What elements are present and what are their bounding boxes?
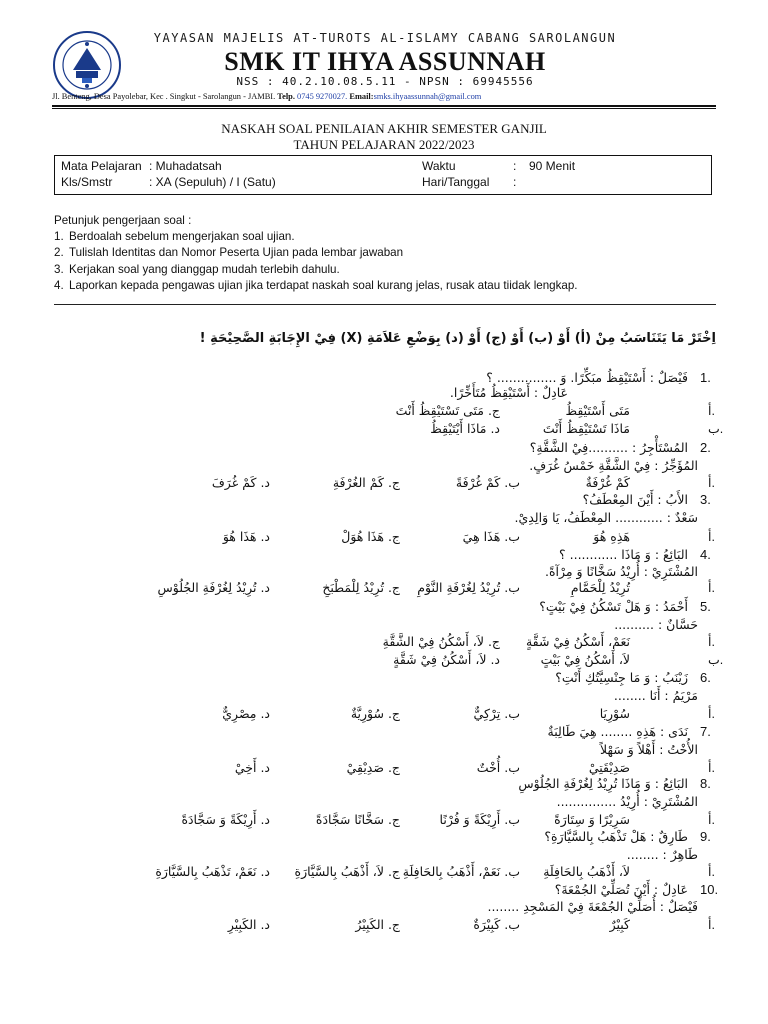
answer-option: د. مَاذَا أَيْتَيْقِظُ bbox=[430, 421, 500, 436]
school-logo bbox=[52, 30, 122, 100]
telp: 0745 9270027. bbox=[297, 92, 348, 101]
answer-option: ب. أُخْتٌ bbox=[476, 760, 520, 775]
question-text: زَيْنَبُ : وَ مَا جِنْسِيَّتُكِ أَنْتِ؟ bbox=[555, 670, 688, 685]
time-sep: : bbox=[513, 159, 517, 173]
answer-option: مَاذَا تَسْتَيْقِظُ أَنْتَ bbox=[542, 421, 630, 436]
question-text: البَائِعُ : وَ مَاذَا تُرِيْدُ لِغُرْفَةِ الجُلُوْسِ bbox=[518, 776, 688, 791]
email-link[interactable]: smks.ihyaassunnah@gmail.com bbox=[373, 92, 482, 101]
answer-option: تُرِيْدُ لِلْحَمَّامِ bbox=[570, 580, 630, 595]
instructions bbox=[54, 213, 724, 294]
subject-label: Mata Pelajaran bbox=[61, 159, 142, 173]
question-number: 7. bbox=[700, 724, 711, 739]
nss-npsn: NSS : 40.2.10.08.5.11 - NPSN : 69945556 bbox=[236, 75, 534, 88]
option-letter: ب. bbox=[708, 653, 724, 667]
answer-option: ج. سَخَّانًا سَجَّادَةً bbox=[315, 812, 400, 827]
arabic-instruction: اِخْتَرْ مَا يَتَنَاسَبُ مِنْ (أ) أَوْ (ب) أَوْ (ج) أَوْ (د) بِوَضْعِ عَلاَمَةِ (X) فِيْ الإِجَابَةِ الصَّحِيْحَةِ ! bbox=[199, 331, 716, 346]
answer-option: ج. صَدِيْقِيْ bbox=[346, 760, 400, 775]
answer-option: د. لاَ، أَسْكُنُ فِيْ شَقَّةٍ bbox=[393, 652, 500, 667]
question-number: 10. bbox=[700, 882, 719, 897]
answer-option: ب. تُرِيْدُ لِغُرْفَةِ النَّوْمِ bbox=[417, 580, 520, 595]
question-line: مَرْيَمُ : أَنَا ........ bbox=[613, 688, 698, 703]
question-line: المُؤَجِّرُ : فِيْ الشَّقَّةِ خَمْسُ غُرَفٍ. bbox=[529, 458, 698, 473]
question-line: المُشْتَرِيْ : أُرِيْدُ سَخَّانًا وَ مِرْآةً. bbox=[544, 564, 698, 579]
answer-option: د. تُرِيْدُ لِغُرْفَةِ الجُلُوْسِ bbox=[157, 580, 270, 595]
option-letter: أ. bbox=[708, 761, 715, 775]
answer-option: ب. كَمْ غُرْفَةً bbox=[455, 475, 520, 490]
telp-label: Telp. bbox=[277, 92, 295, 101]
question-text: نَدَى : هَذِهِ ........ هِيَ طَالِبَةٌ bbox=[547, 724, 688, 739]
answer-option: ج. مَتَى تَسْتَيْقِظُ أَنْتَ bbox=[395, 403, 500, 418]
class-label: Kls/Smstr bbox=[61, 175, 113, 189]
answer-option: ب. تِرْكِيٌّ bbox=[473, 706, 520, 721]
option-letter: أ. bbox=[708, 404, 715, 418]
option-letter: أ. bbox=[708, 707, 715, 721]
answer-option: ج. هَذَا هُوَلْ bbox=[341, 529, 400, 544]
question-number: 5. bbox=[700, 599, 711, 614]
school-name: SMK IT IHYA ASSUNNAH bbox=[224, 47, 546, 76]
letterhead-rule-thin bbox=[52, 108, 716, 109]
question-line: فَيْصَلٌ : أُصَلِّيْ الجُمْعَةَ فِيْ المَسْجِدِ ........ bbox=[487, 899, 698, 914]
answer-option: سَرِيْرًا وَ سِتَارَةً bbox=[554, 812, 630, 827]
question-text: عَادِلٌ : أَيْنَ تُصَلِّيْ الجُمْعَةَ؟ bbox=[554, 882, 688, 897]
option-letter: أ. bbox=[708, 918, 715, 932]
question-number: 8. bbox=[700, 776, 711, 791]
day-sep: : bbox=[513, 175, 517, 189]
option-letter: أ. bbox=[708, 530, 715, 544]
question-text: الأَبُ : أَيْنَ المِعْطَفُ؟ bbox=[582, 492, 688, 507]
title-line-1: NASKAH SOAL PENILAIAN AKHIR SEMESTER GANJIL bbox=[221, 121, 547, 136]
instructions-heading: Petunjuk pengerjaan soal : bbox=[54, 214, 192, 227]
answer-option: ج. لاَ، أَذْهَبُ بِالسَّيَّارَةِ bbox=[294, 864, 400, 879]
address: Jl. Benteng, Desa Payolebar, Kec . Singkut - Sarolangun - JAMBI. bbox=[52, 92, 276, 101]
question-number: 2. bbox=[700, 440, 711, 455]
question-number: 6. bbox=[700, 670, 711, 685]
letterhead-rule bbox=[52, 105, 716, 107]
question-number: 4. bbox=[700, 547, 711, 562]
question-text: البَائِعُ : وَ مَاذَا ............ ؟ bbox=[559, 547, 688, 562]
answer-option: د. هَذَا هُوَ bbox=[222, 529, 270, 544]
answer-option: لاَ، أَسْكُنُ فِيْ بَيْتٍ bbox=[540, 652, 630, 667]
email-label: Email: bbox=[349, 92, 374, 101]
answer-option: د. كَمْ غُرَفَ bbox=[211, 475, 270, 490]
answer-option: ج. الكَبِيْرُ bbox=[355, 917, 400, 932]
foundation-name: YAYASAN MAJELIS AT-TUROTS AL-ISLAMY CABANG SAROLANGUN bbox=[153, 31, 617, 45]
time-label: Waktu bbox=[422, 159, 456, 173]
answer-option: ب. هَذَا هِيَ bbox=[462, 529, 520, 544]
class-value: : XA (Sepuluh) / I (Satu) bbox=[149, 175, 276, 189]
title-line-2: TAHUN PELAJARAN 2022/2023 bbox=[293, 137, 475, 152]
answer-option: كَبِيْرٌ bbox=[609, 917, 630, 932]
question-line: عَادِلٌ : أَسْتَيْقِظُ مُتَأَخِّرًا. bbox=[449, 385, 568, 400]
question-line: الأُخْتُ : أَهْلاً وَ سَهْلاً bbox=[600, 742, 698, 757]
answer-option: د. نَعَمْ، تَذْهَبُ بِالسَّيَّارَةِ bbox=[155, 864, 270, 879]
question-line: المُشْتَرِيْ : أُرِيْدُ ............... bbox=[556, 794, 698, 809]
answer-option: ج. كَمْ الغُرْفَةِ bbox=[332, 475, 400, 490]
time-value: 90 Menit bbox=[529, 159, 576, 173]
question-line: طَاهِرٌ : ........ bbox=[626, 847, 698, 862]
instruction-item: 3. Kerjakan soal yang dianggap mudah terlebih dahulu. bbox=[54, 262, 340, 276]
option-letter: أ. bbox=[708, 476, 715, 490]
question-line: سَعْدٌ : ............ المِعْطَفُ، يَا وَالِدِيْ. bbox=[514, 510, 698, 525]
option-letter: أ. bbox=[708, 813, 715, 827]
answer-option: ب. كَبِيْرَةٌ bbox=[473, 917, 520, 932]
question-text: أَحْمَدُ : وَ هَلْ تَسْكُنُ فِيْ بَيْتٍ؟ bbox=[539, 599, 688, 614]
answer-option: ب. نَعَمْ، أَذْهَبُ بِالحَافِلَةِ bbox=[402, 864, 520, 879]
instruction-item: 2. Tulislah Identitas dan Nomor Peserta Ujian pada lembar jawaban bbox=[54, 246, 404, 260]
answer-option: د. مِصْرِيٌّ bbox=[222, 706, 270, 721]
instruction-item: 1. Berdoalah sebelum mengerjakan soal ujian. bbox=[54, 230, 295, 244]
address-line bbox=[52, 92, 732, 101]
question-number: 3. bbox=[700, 492, 711, 507]
answer-option: ج. لاَ، أَسْكُنُ فِيْ الشَّقَّةِ bbox=[382, 634, 500, 649]
answer-option: نَعَمْ، أَسْكُنُ فِيْ شَقَّةٍ bbox=[525, 634, 630, 649]
answer-option: د. الكَبِيْرِ bbox=[227, 917, 270, 932]
question-line: حَسَّانٌ : .......... bbox=[614, 617, 698, 632]
question-number: 9. bbox=[700, 829, 711, 844]
instruction-item: 4. Laporkan kepada pengawas ujian jika terdapat naskah soal kurang jelas, rusak atau tiidak lengkap. bbox=[54, 278, 578, 292]
question-text: فَيْصَلٌ : أَسْتَيْقِظُ مبَكِّرًا. وَ ............... ؟ bbox=[486, 370, 688, 385]
subject-value: : Muhadatsah bbox=[149, 159, 222, 173]
option-letter: أ. bbox=[708, 635, 715, 649]
question-number: 1. bbox=[700, 370, 711, 385]
answer-option: ج. تُرِيْدُ لِلْمَطْبَخِ bbox=[322, 580, 400, 595]
day-label: Hari/Tanggal bbox=[422, 175, 490, 189]
option-letter: ب. bbox=[708, 422, 724, 436]
section-divider bbox=[54, 304, 716, 305]
answer-option: لاَ، أَذْهَبُ بِالحَافِلَةِ bbox=[543, 864, 630, 879]
exam-info-box bbox=[54, 155, 712, 195]
answer-option: مَتَى أَسْتَيْقِظُ bbox=[565, 403, 630, 418]
answer-option: سُوْرِيَا bbox=[599, 706, 630, 721]
answer-option: ب. أَرِيْكَةً وَ فُرْنًا bbox=[439, 812, 520, 827]
document-title bbox=[52, 121, 716, 153]
option-letter: أ. bbox=[708, 581, 715, 595]
answer-option: صَدِيْقَتِيْ bbox=[588, 760, 630, 775]
answer-option: كَمْ غُرْفَةٌ bbox=[585, 475, 630, 490]
answer-option: هَذِهِ هُوَ bbox=[593, 529, 630, 544]
question-text: طَارِقٌ : هَلْ تَذْهَبُ بِالسَّيَّارَةِ؟ bbox=[544, 829, 688, 844]
answer-option: د. أَرِيْكَةً وَ سَجَّادَةً bbox=[181, 812, 270, 827]
answer-option: ج. سُوْرِيَّةٌ bbox=[350, 706, 400, 721]
question-text: المُسْتَأْجِرُ : ..........فِيْ الشَّقَّةِ؟ bbox=[529, 440, 688, 455]
option-letter: أ. bbox=[708, 865, 715, 879]
answer-option: د. أَخِيْ bbox=[234, 760, 270, 775]
